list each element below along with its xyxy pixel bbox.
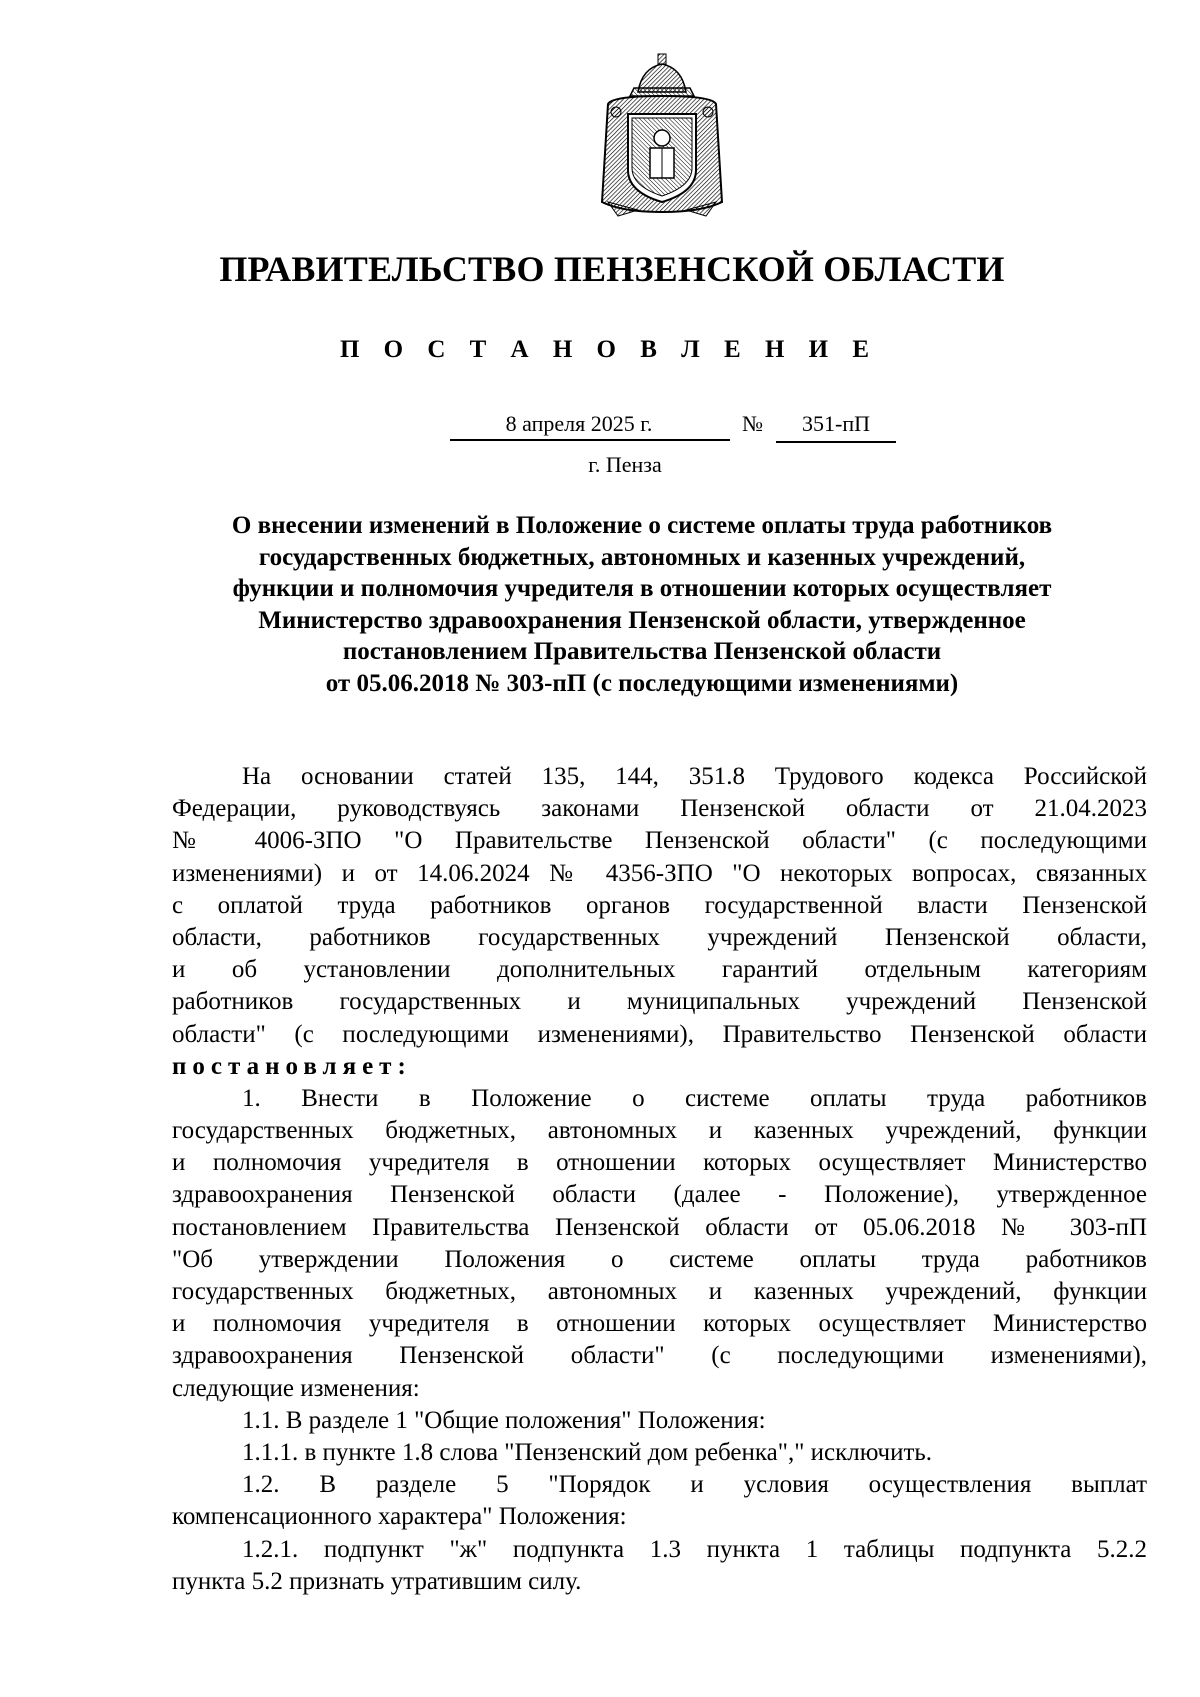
item-1-line: государственных бюджетных, автономных и казенных учреждений, функции [172,1278,1147,1305]
preamble-line: Федерации, руководствуясь законами Пензенской области от 21.04.2023 [172,795,1147,823]
item-1-line: 1. Внести в Положение о системе оплаты труда работников [242,1084,1147,1112]
subject-line: О внесении изменений в Положение о системе оплаты труда работников [231,512,1053,539]
preamble-line: области, работников государственных учреждений Пензенской области, [172,923,1147,951]
government-title: ПРАВИТЕЛЬСТВО ПЕНЗЕНСКОЙ ОБЛАСТИ [219,249,1005,289]
subject-line: от 05.06.2018 № 303-пП (с последующими изменениями) [325,669,959,697]
document-subject [172,510,1112,699]
preamble-line: области" (с последующими изменениями), Правительство Пензенской области [172,1020,1147,1048]
item-1-1: 1.1. В разделе 1 "Общие положения" Положения: [242,1406,766,1434]
preamble-line: На основании статей 135, 144, 351.8 Трудового кодекса Российской [242,763,1147,790]
item-1-line: "Об утверждении Положения о системе оплаты труда работников [172,1245,1147,1273]
number-sign: № [742,411,763,436]
item-1-line: постановлением Правительства Пензенской области от 05.06.2018 № 303-пП [172,1213,1147,1241]
decree-word: постановляет: [172,1052,412,1080]
item-1-line: и полномочия учредителя в отношении которых осуществляет Министерство [172,1149,1147,1177]
item-1-line: следующие изменения: [172,1374,420,1402]
subject-line: государственных бюджетных, автономных и казенных учреждений, [258,543,1026,571]
item-1-1-1: 1.1.1. в пункте 1.8 слова "Пензенский дом ребенка"," исключить. [242,1438,933,1466]
item-1-line: здравоохранения Пензенской области" (с последующими изменениями), [172,1342,1147,1370]
preamble-line: изменениями) и от 14.06.2024 № 4356-ЗПО "О некоторых вопросах, связанных [172,859,1147,887]
item-1-line: здравоохранения Пензенской области (далее - Положение), утвержденное [172,1181,1147,1209]
item-1-2-line: 1.2. В разделе 5 "Порядок и условия осуществления выплат [242,1471,1147,1499]
preamble-line: и об установлении дополнительных гарантий отдельным категориям [172,956,1147,984]
item-1-line: и полномочия учредителя в отношении которых осуществляет Министерство [172,1310,1147,1338]
coat-of-arms-emblem-icon [598,52,726,220]
document-body [172,761,1147,1598]
document-date: 8 апреля 2025 г. [450,411,730,441]
item-1-2-line: компенсационного характера" Положения: [172,1503,627,1531]
preamble-line: работников государственных и муниципальных учреждений Пензенской [172,988,1147,1016]
document-type: П О С Т А Н О В Л Е Н И Е [339,336,879,363]
preamble-line: с оплатой труда работников органов государственной власти Пензенской [172,891,1147,919]
item-1-2-1-line: пункта 5.2 признать утратившим силу. [172,1567,582,1595]
subject-line: Министерство здравоохранения Пензенской области, утвержденное [258,606,1026,634]
preamble-line: № 4006-ЗПО "О Правительстве Пензенской области" (с последующими [172,827,1147,855]
item-1-line: государственных бюджетных, автономных и казенных учреждений, функции [172,1117,1147,1145]
item-1-2-1-line: 1.2.1. подпункт "ж" подпункта 1.3 пункта 1 таблицы подпункта 5.2.2 [242,1535,1147,1563]
city: г. Пенза [588,452,662,477]
subject-line: функции и полномочия учредителя в отношении которых осуществляет [232,575,1052,602]
document-number: 351-пП [776,411,896,443]
subject-line: постановлением Правительства Пензенской области [342,638,942,665]
